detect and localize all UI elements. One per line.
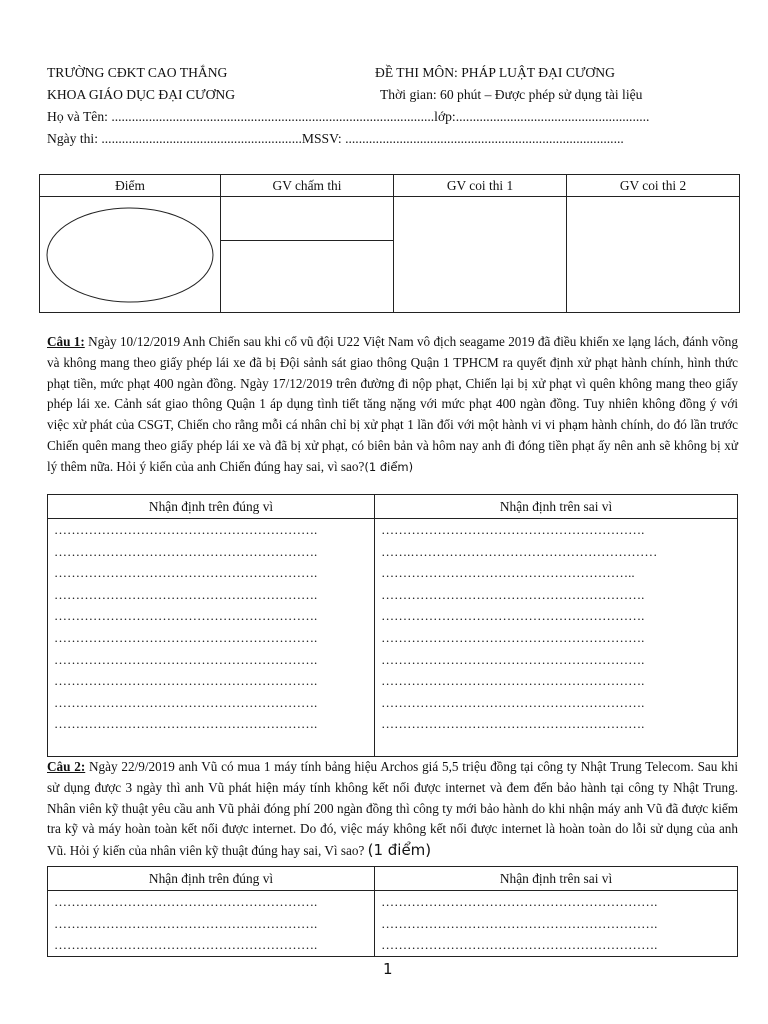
answer-line: …….………………………………………………… [381,543,658,559]
page-number: 1 [383,960,393,978]
student-name-row [47,109,649,125]
grade-header-proctor-1: GV coi thi 1 [394,175,567,197]
q2-header-false: Nhận định trên sai vì [375,867,738,891]
answer-line: ……………………………………………………. [54,915,318,931]
answer-line: ………………………………………………………. [381,894,658,909]
answer-line: ……………………………………………………. [54,716,318,732]
grade-header-score: Điểm [40,175,221,197]
question-1-label: Câu 1: [47,334,85,349]
q2-false-answer-area[interactable] [375,891,738,957]
answer-line: ………………………………………………………. [381,915,658,931]
answer-line: ……………………………………………………. [381,694,645,710]
date-field[interactable]: ........................................................... [101,131,302,146]
q1-header-false: Nhận định trên sai vì [375,495,738,519]
grader-signature-box[interactable] [221,197,393,241]
question-2-points: (1 điểm) [367,841,432,860]
question-2-answer-table [47,866,738,957]
answer-line: ……………………………………………………. [54,608,318,624]
answer-line: ……………………………………………………. [381,673,645,689]
grader-cell[interactable] [221,197,394,313]
q2-true-answer-area[interactable] [48,891,375,957]
proctor-2-cell[interactable] [567,197,740,313]
grade-header-grader: GV chấm thi [221,175,394,197]
answer-line: ……………………………………………………. [54,629,318,645]
class-label: lớp: [434,109,456,124]
question-1-answer-table [47,494,738,757]
name-label: Họ và Tên: [47,109,112,124]
answer-line: ……………………………………………………. [54,694,318,710]
name-field[interactable]: ............................................................................................... [111,109,435,124]
score-oval [40,197,220,312]
q2-header-true: Nhận định trên đúng vì [48,867,375,891]
question-2 [47,757,738,862]
grade-header-proctor-2: GV coi thi 2 [567,175,740,197]
q1-false-answer-area[interactable] [375,519,738,757]
question-2-label: Câu 2: [47,759,86,774]
q1-true-answer-area[interactable] [48,519,375,757]
answer-line: ………………………………………………………. [381,937,658,953]
exam-subject: ĐỀ THI MÔN: PHÁP LUẬT ĐẠI CƯƠNG [375,65,615,80]
answer-line: ……………………………………………………. [381,716,645,732]
answer-line: ……………………………………………………. [54,565,318,581]
question-1-text: Ngày 10/12/2019 Anh Chiến sau khi cổ vũ đội U22 Việt Nam vô địch seagame 2019 đã điều khiển xe lạng lách, đánh võng và không mang theo giấy phép lái xe đã bị Đội sảnh sát giao thông Quận 1 TPHCM ra quyết định xử phạt hành chính, hình thức phạt tiền, mức phạt 400 ngàn đồng. Ngày 17/12/2019 trên đường đi nộp phạt, Chiến lại bị xử phạt vì quên không mang theo giấy phép lái xe. Cảnh sát giao thông Quận 1 áp dụng tình tiết tăng nặng với mức phạt 400 ngàn đồng. Tuy nhiên không đồng ý với việc xử phát của CSGT, Chiến cho rằng mỗi cá nhân chỉ bị xử phạt 1 lần đối với một hành vi vi phạm hành chính, do đó lần trước Chiến quên mang theo giấy phép lái xe và đã bị xử phạt, có biên bản và hôm nay anh đi đóng tiền phạt ấy nên anh sẽ không bị xử lý thêm nữa. Hỏi ý kiến của anh Chiến đúng hay sai, vì sao? [47,334,738,474]
answer-line: ……………………………………………………. [381,586,645,602]
grade-table [39,174,740,313]
answer-line: ……………………………………………………. [54,586,318,602]
question-1 [47,332,738,478]
mssv-field[interactable]: .................................................................................. [345,131,624,146]
q1-header-true: Nhận định trên đúng vì [48,495,375,519]
answer-line: ……………………………………………………. [54,543,318,559]
exam-time: Thời gian: 60 phút – Được phép sử dụng tài liệu [380,87,643,102]
answer-line: ……………………………………………………. [381,608,645,624]
answer-line: ………………………………………………….. [381,565,635,581]
answer-line: ……………………………………………………. [381,651,645,667]
answer-line: ……………………………………………………. [381,522,645,537]
answer-line: ……………………………………………………. [54,651,318,667]
proctor-1-cell[interactable] [394,197,567,313]
class-field[interactable]: ......................................................... [455,109,650,124]
score-cell[interactable] [40,197,221,313]
school-name: TRƯỜNG CĐKT CAO THẮNG [47,65,228,80]
faculty-name: KHOA GIÁO DỤC ĐẠI CƯƠNG [47,87,236,102]
date-label: Ngày thi: [47,131,102,146]
question-2-text: Ngày 22/9/2019 anh Vũ có mua 1 máy tính bảng hiệu Archos giá 5,5 triệu đồng tại công ty Nhật Trung Telecom. Sau khi sử dụng được 3 ngày thì anh Vũ phát hiện máy tính không kết nối được internet và đem đến bảo hành tại công ty Nhật Trung. Nhân viên kỹ thuật yêu cầu anh Vũ phải đóng phí 200 ngàn đồng thì công ty mới bảo hành do khi nhận máy anh Vũ đã được kiểm tra kỹ và máy hoàn toàn kết nối được internet. Do đó, việc máy không kết nối được internet là hoàn toàn do lỗi sử dụng của anh Vũ. Hỏi ý kiến của nhân viên kỹ thuật đúng hay sai, Vì sao? [47,759,739,859]
answer-line: ……………………………………………………. [381,629,645,645]
question-1-points: (1 điểm) [364,459,414,474]
answer-line: ……………………………………………………. [54,522,318,537]
answer-line: ……………………………………………………. [54,937,318,953]
answer-line: ……………………………………………………. [54,894,318,909]
answer-line: ……………………………………………………. [54,673,318,689]
exam-date-row [47,131,624,147]
mssv-label: MSSV: [301,131,346,146]
